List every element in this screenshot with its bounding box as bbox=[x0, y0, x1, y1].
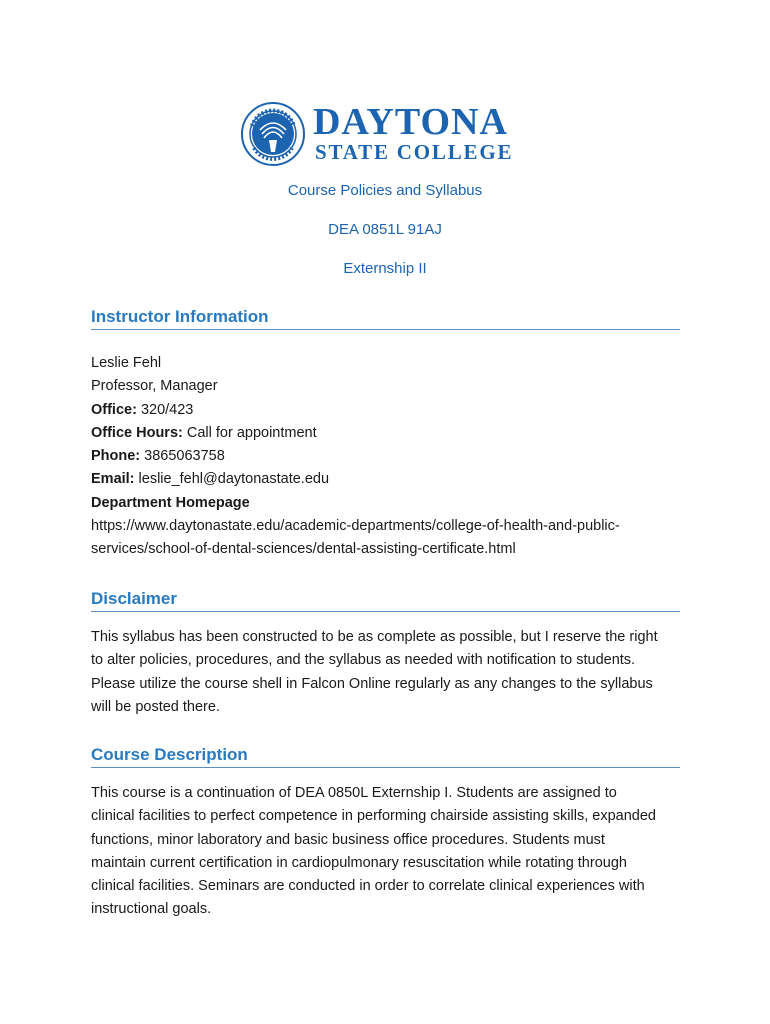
office-label: Office: bbox=[91, 401, 137, 418]
homepage-url-line-1[interactable]: https://www.daytonastate.edu/academic-departments/college-of-health-and-public- bbox=[91, 518, 620, 535]
disclaimer-text bbox=[91, 626, 691, 719]
description-line: clinical facilities to perfect competence in performing chairside assisting skills, expanded bbox=[91, 808, 656, 825]
homepage-label: Department Homepage bbox=[91, 494, 250, 511]
instructor-details bbox=[91, 352, 691, 562]
instructor-heading: Instructor Information bbox=[91, 307, 680, 330]
instructor-position: Professor, Manager bbox=[91, 378, 218, 395]
phone-value: 3865063758 bbox=[144, 448, 225, 465]
description-line: This course is a continuation of DEA 0850L Externship I. Students are assigned to bbox=[91, 785, 617, 801]
course-code: DEA 0851L 91AJ bbox=[328, 221, 442, 238]
phone-label: Phone: bbox=[91, 448, 141, 465]
course-description-heading: Course Description bbox=[91, 745, 680, 768]
phone-row bbox=[91, 445, 691, 468]
office-value: 320/423 bbox=[140, 401, 194, 418]
disclaimer-line: Please utilize the course shell in Falcon Online regularly as any changes to the syllabus bbox=[91, 675, 653, 692]
description-line: clinical facilities. Seminars are conducted in order to correlate clinical experiences with bbox=[91, 878, 645, 895]
college-seal-icon bbox=[240, 100, 306, 168]
office-hours-label: Office Hours: bbox=[91, 424, 183, 441]
instructor-name: Leslie Fehl bbox=[91, 355, 162, 371]
document-title: Course Policies and Syllabus bbox=[287, 182, 483, 199]
logo-wordmark-state-college: STATE COLLEGE bbox=[315, 140, 514, 164]
disclaimer-heading: Disclaimer bbox=[91, 589, 680, 612]
email-label: Email: bbox=[91, 471, 135, 488]
course-description-text bbox=[91, 782, 691, 922]
description-line: maintain current certification in cardiopulmonary resuscitation while rotating through bbox=[91, 854, 627, 871]
office-hours-row bbox=[91, 422, 691, 445]
description-line: functions, minor laboratory and basic business office procedures. Students must bbox=[91, 831, 605, 848]
description-line: instructional goals. bbox=[91, 901, 212, 918]
disclaimer-line: will be posted there. bbox=[91, 698, 220, 715]
email-value[interactable]: leslie_fehl@daytonastate.edu bbox=[138, 471, 330, 488]
office-row bbox=[91, 399, 691, 422]
college-logo bbox=[240, 100, 540, 170]
email-row bbox=[91, 468, 691, 491]
logo-wordmark-daytona: DAYTONA bbox=[313, 101, 508, 143]
homepage-url-line-2[interactable]: services/school-of-dental-sciences/dental-assisting-certificate.html bbox=[91, 541, 516, 558]
disclaimer-line: to alter policies, procedures, and the syllabus as needed with notification to students. bbox=[91, 652, 636, 669]
disclaimer-line: This syllabus has been constructed to be as complete as possible, but I reserve the right bbox=[91, 629, 658, 645]
office-hours-value: Call for appointment bbox=[186, 424, 317, 441]
course-name: Externship II bbox=[343, 260, 427, 277]
